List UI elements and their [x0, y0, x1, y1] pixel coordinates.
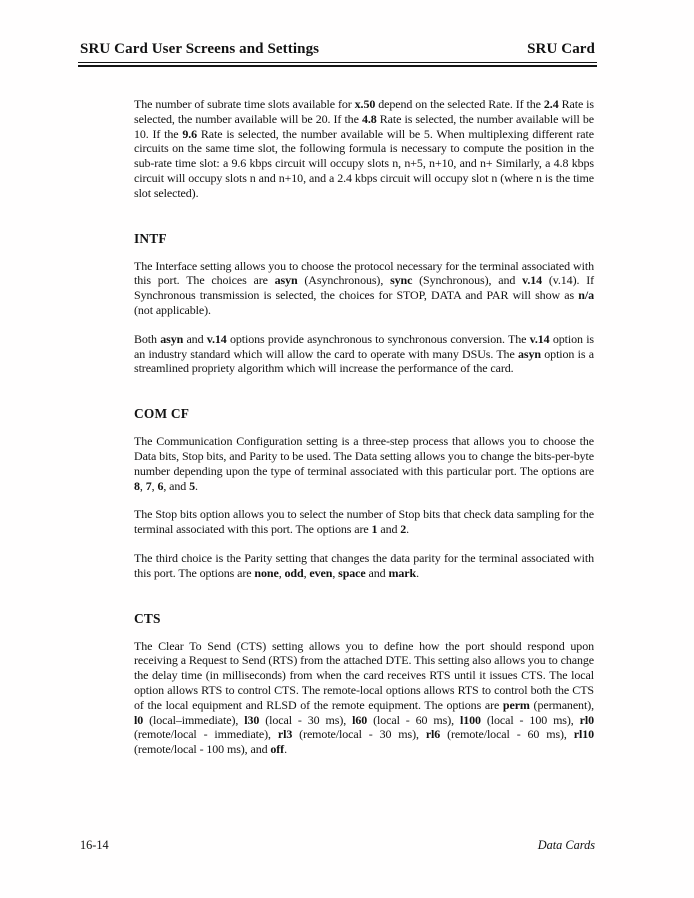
header-rule: [78, 62, 597, 67]
header-right-title: SRU Card: [527, 41, 595, 57]
section-intro: [134, 97, 594, 201]
paragraph: The third choice is the Parity setting that changes the data parity for the terminal associated with this port. The options are none, odd, even, space and mark.: [134, 550, 594, 580]
paragraph: The Interface setting allows you to choose the protocol necessary for the terminal associated with this port. The choices are asyn (Asynchronous), sync (Synchronous), and v.14 (v.14). If Synchronous transmission is selected, the choices for STOP, DATA and PAR will show as n/a (not applicable).: [134, 258, 594, 317]
section-cts: [134, 611, 594, 757]
section-intf: [134, 231, 594, 377]
header-left-title: SRU Card User Screens and Settings: [80, 41, 320, 57]
paragraph: The Clear To Send (CTS) setting allows you to define how the port should respond upon receiving a Request to Send (RTS) from the attached DTE. This setting also allows you to change the delay time (in milliseconds) from when the card receives RTS until it issues CTS. The local option allows RTS to control CTS. The remote-local options allows RTS to control both the CTS of the local equipment and RLSD of the remote equipment. The options are perm (permanent), l0 (local–immediate), l30 (local - 30 ms), l60 (local - 60 ms), l100 (local - 100 ms), rl0 (remote/local - immediate), rl3 (remote/local - 30 ms), rl6 (remote/local - 60 ms), rl10 (remote/local - 100 ms), and off.: [134, 638, 595, 757]
section-heading: CTS: [134, 610, 161, 626]
footer-document-title: Data Cards: [537, 838, 595, 852]
document-body: [134, 97, 594, 771]
page-number: 16-14: [80, 838, 109, 852]
paragraph: The number of subrate time slots available for x.50 depend on the selected Rate. If the 2.4 Rate is selected, the number available will be 20. If the 4.8 Rate is selected, the number available will be 10. If the 9.6 Rate is selected, the number available will be 5. When multiplexing different rate circuits on the same time slot, the following formula is necessary to compute the position in the sub-rate time slot: a 9.6 kbps circuit will occupy slots n, n+5, n+10, and n+ Similarly, a 4.8 kbps circuit will occupy slots n and n+10, and a 2.4 kbps circuit will occupy slot n (where n is the time slot selected).: [134, 97, 594, 200]
section-com-cf: [134, 406, 594, 580]
running-header: [80, 41, 595, 58]
paragraph: Both asyn and v.14 options provide asynchronous to synchronous conversion. The v.14 option is an industry standard which will allow the card to operate with many DSUs. The asyn option is a streamlined propriety algorithm which will increase the performance of the card.: [134, 331, 595, 376]
paragraph: The Communication Configuration setting is a three-step process that allows you to choose the Data bits, Stop bits, and Parity to be used. The Data setting allows you to change the bits-per-byte number depending upon the type of terminal associated with this particular port. The options are 8, 7, 6, and 5.: [134, 434, 594, 493]
page-footer: [80, 838, 595, 853]
section-heading: COM CF: [134, 406, 190, 422]
paragraph: The Stop bits option allows you to select the number of Stop bits that check data sampling for the terminal associated with this port. The options are 1 and 2.: [134, 507, 594, 537]
section-heading: INTF: [134, 230, 167, 246]
